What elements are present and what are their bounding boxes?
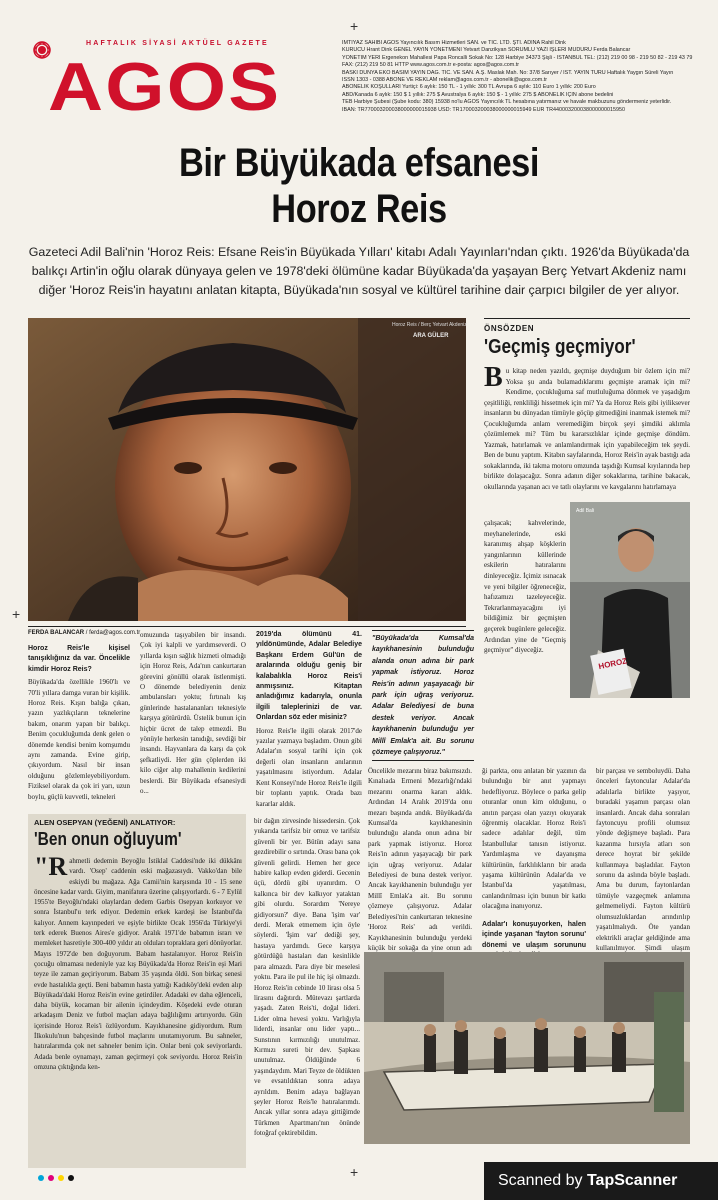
onsoz-lead-text: u kitap neden yazıldı, geçmişe duyduğum bir özlem için mi? Yoksa şu anda bulamadıklarımı geçmişte aramak için mi? Kendime, çocukluğuma saf mutluluğuma dönmek ve yaşadığım çeşitliliği, renkliliği hissetmek için mi? Ya da Horoz Reis gibi iyiliksever insanların bu dünyadan tümüyle göçüp gitmediğini inanmak istemek mi? Çocukluğumda anlam veremediğim birçok şeyi şimdiki aklımla çözümlemek mi? Tüm bu kararsızlıklar içinde geçmişe döndüm. Yazmak, hatırlamak ve anlamlandırmak için yapabileceğim tek şeydi. Ben de bunu yaptım. xyxy=(484,367,690,459)
tagline: HAFTALIK SİYASİ AKTÜEL GAZETE xyxy=(86,40,269,47)
photo-caption: Horoz Reis / Berç Yetvart Akdeniz xyxy=(392,322,467,328)
interview-column: omuzunda taşıyabilen bir insandı. Çok iyi kalpli ve yardımseverdi. O yıllarda kışın sağlık hizmeti olmadığı için Horoz Reis, Ada'nın cankurtaran görevini gönüllü olarak üstlenmişti. O dönemde belediyenin deniz ambulansları yoktu; fırtınalı kış günlerinde hastalananları teknesiyle karşıya götürürdü. Üstelik bunun için hiçbir ücret de talep etmezdi. Bu yönüyle herkesin tanıdığı, sevdiği bir insandı. Hayvanlara da karşı da çok şefkatliydi. Her gün çöplerden iki kilo ciğer alıp mahallenin kedilerini beslerdi. Bir Büyükada efsanesiydi o... xyxy=(140,631,246,796)
imprint-box xyxy=(342,40,702,114)
boat-photo xyxy=(364,952,690,1144)
magenta-dot-icon xyxy=(48,1175,54,1181)
byline-email: ferda@agos.com.tr xyxy=(89,630,141,636)
scanner-brand: TapScanner xyxy=(586,1172,678,1189)
divider xyxy=(484,318,690,319)
divider xyxy=(28,626,466,627)
headline-line2: Horoz Reis xyxy=(271,187,447,231)
crop-mark: + xyxy=(350,1164,359,1180)
interview-answer: Horoz Reis'le ilgili olarak 2017'de yazılar yazmaya başladım. Onun gibi Adalar'ın sosyal tarihi için çok değerli olan insanların anılarının yaşatılmasını istiyordum. Adalar Kent Konseyi'nde Horoz Reis'le ilgili bir toplantı yaptık. Orada bazı kararlar aldık. xyxy=(256,726,362,808)
scanner-prefix: Scanned by xyxy=(498,1172,583,1189)
drop-cap: B xyxy=(484,362,503,393)
scanner-watermark xyxy=(484,1162,718,1200)
onsoz-lead-text-2: Kitabın sayfalarında, Horoz Reis'in ayak bastığı ada sokaklarında, iki takma motoru omzunda taşıdığı Kumsal kıyılarında hep birlikte dolaşacağız. Sonra adanın diğer sokaklarına, tarihine bakacak, okullarında yaşanan acı ve tatlı olaylarını ve kavgalarını hatırlamaya xyxy=(484,451,691,491)
horoz-reis-photo xyxy=(28,318,466,621)
onsoz-body: çalışacak; kahvelerinde, meyhanelerinde, eski karanımış ahşap köşklerin yangınlarının küllerinde eskilerin hatıralarını dinleyeceğiz. İçimiz ısınacak ve yeni bilgiler öğreneceğiz, hafızamızı tazeleyeceğiz. Tekrarlanmayacağını iyi bildiğimiz bir geçmişten geçerek bugünlere geleceğiz. Ardından yine de "Geçmiş geçmiyor" diyeceğiz. xyxy=(484,519,566,655)
boat-illustration xyxy=(364,952,690,1144)
article-text: ği parkta, onu anlatan bir yazının da bulunduğu bir anıt yapmayı hedefliyoruz. Böylece o parka gelip oturanlar onun kim olduğunu, o anıtın parçası olan yazıyı okuyarak öğrenmiş olacaklar. Horoz Reis'i sadece adalılar değil, tüm İstanbullular tanısın istiyoruz. Yardımlaşma ve dayanışma kültürünün, farklılıkların bir arada yaşama kültürünün Adalar'da ve İstanbul'da yaşatılması, canlandırılması için bunun bir katkı olacağına inanıyoruz. xyxy=(482,767,586,911)
onsoz-lead xyxy=(484,362,691,492)
yellow-dot-icon xyxy=(58,1175,64,1181)
sidebar-kicker: ALEN OSEPYAN (YEĞENİ) ANLATIYOR: xyxy=(34,818,176,827)
headline-line1: Bir Büyükada efsanesi xyxy=(179,141,539,185)
author-illustration xyxy=(570,502,690,698)
imprint-line: BASKI DÜNYA EKO BASIM YAYIN DAĞ. TİC. VE SAN. A.Ş. Maslak Mah. No: 37/8 Sarıyer / İST. YAYIN TÜRÜ Haftalık Yaygın Süreli Yayın xyxy=(342,69,674,76)
photo-credit: ARA GÜLER xyxy=(413,333,449,339)
imprint-line: IBAN: TR770003200038000000015938 USD: TR170003200038000000015949 EUR TR440003200038000000015950 xyxy=(342,106,625,113)
imprint-line: KURUCU Hrant Dink GENEL YAYIN YÖNETMENİ Yetvart Danzikyan SORUMLU YAZI İŞLERİ MÜDÜRÜ Ferda Balancar xyxy=(342,47,631,54)
deck: Gazeteci Adil Bali'nin 'Horoz Reis: Efsane Reis'in Büyükada Yılları' kitabı Adalı Yayınları'ndan çıktı. 1926'da Büyükada'da balıkçı Artin'in oğlu olarak dünyaya gelen ve 1978'deki ölümüne kadar Büyükada'da yaşayan Berç Yetvart Akdeniz namı diğer 'Horoz Reis'in hayatını anlatan kitapta, Büyükada'nın sosyal ve kültürel tarihine dair çarpıcı bilgiler de yer alıyor. xyxy=(28,245,690,297)
cyan-dot-icon xyxy=(38,1175,44,1181)
article-column xyxy=(482,766,586,974)
headline xyxy=(50,140,667,232)
adil-bali-photo xyxy=(570,502,690,698)
onsoz-title: 'Geçmiş geçmiyor' xyxy=(484,336,636,358)
sidebar-text xyxy=(34,852,242,1072)
imprint-line: FAX: (212) 219 50 81 HTTP www.agos.com.tr e-posta: agos@agos.com.tr xyxy=(342,62,520,69)
black-dot-icon xyxy=(68,1175,74,1181)
interview-answer: Büyükada'da özellikle 1960'lı ve 70'li yıllara damga vuran bir kişilik. Horoz Reis. Kışın balığa çıkan, yazın yazlıkçıların teknelerine bakım, onarım yapan bir balıkçı. Benim çocukluğumda denk gelen o dönemde kendisi benim komşumdu aynı zamanda. Evine girip, çıkıyordum. Nasıl bir insan olduğunu gözlemleyebiliyordum. Fiziksel olarak da çok iri yarı, uzun boylu, güçlü kuvvetli, tekneleri xyxy=(28,678,130,801)
imprint-line: TEB Harbiye Şubesi (Şube kodu: 380) 15938 no'lu AGOS Yayıncılık TL hesabına yatırmanız ve havale makbuzunu göndermeniz yeterlidir. xyxy=(342,99,672,106)
crop-mark: + xyxy=(350,18,359,34)
drop-cap: "R xyxy=(34,852,68,881)
interview-column xyxy=(256,630,362,809)
imprint-line: ABONELİK KOŞULLARI Yurtiçi: 6 aylık: 150 TL - 1 yıllık: 300 TL Avrupa 6 aylık: 110 Euro 1 yıllık: 200 Euro xyxy=(342,84,596,91)
interview-question: Horoz Reis'le kişisel tanışıklığınız da var. Öncelikle kimdir Horoz Reis? xyxy=(28,645,130,673)
interview-question: Adalar'ı konuşuyorken, halen içinde yaşanan 'fayton sorunu' dönemi ve ulaşım sorununu xyxy=(482,920,586,949)
logo-wordmark: AGOS xyxy=(48,49,282,125)
imprint-line: ISSN 1303 - 0388 ABONE VE REKLAM reklam@agos.com.tr - abonelik@agos.com.tr xyxy=(342,77,548,84)
photo-credit: Adil Bali xyxy=(576,508,595,514)
pull-quote-text: "Büyükada'da Kumsal'da kayıkhanesinin bulunduğu alanda onun adına bir park yapmak istiyoruz. Horoz Reis'in adının yaşayacağı bir park için uğraş veriyoruz. Adalar Belediyesi de buna destek veriyor. Ancak kayıkhanenin bulunduğu yer Millî Emlak'a ait. Bu sorunu çözmeye çalışıyoruz." xyxy=(372,635,474,757)
byline-author: FERDA BALANCAR xyxy=(28,630,85,636)
imprint-line: ABD/Kanada 6 aylık: 150 $ 1 yıllık: 275 $ Avustralya 6 aylık: 150 $ - 1 yıllık: 275 $ ABONELİK İÇİN abone bedelini xyxy=(342,91,614,98)
pull-quote xyxy=(372,630,474,761)
portrait-illustration xyxy=(28,318,466,621)
onsoz-kicker: ÖNSÖZDEN xyxy=(484,324,535,333)
article-column: Öncelikle mezarını biraz bakımsızdı. Kınalıada Ermeni Mezarlığı'ndaki mezarını onarma kararı aldık. Ardından 14 Aralık 2019'da onu mezarı başında andık. Büyükada'da Kumsal'da kayıkhanesinin bulunduğu alanda onun adına bir park yapmak istiyoruz. Horoz Reis'in adının yaşayacağı bir park için uğraş veriyoruz. Adalar Belediyesi de buna destek veriyor. Ancak kayıkhanenin bulunduğu yer Millî Emlak'a ait. Bu sorunu çözmeye çalışıyoruz. Adalar Belediyesi'nin cankurtaran teknesine 'Horoz Reis' adı verildi. Kayıkhanesinin bulunduğu yerdeki küçük bir sokağa da yine onun adı xyxy=(368,767,472,952)
imprint-line: İMTİYAZ SAHİBİ AGOS Yayıncılık Basım Hizmetleri SAN. ve TİC. LTD. ŞTİ. ADINA Rahil Dink xyxy=(342,40,566,46)
interview-column xyxy=(28,644,130,802)
sidebar-body: ahmetli dedemin Beyoğlu İstiklal Caddesi'nde iki dükkânı vardı. 'Osep' caddenin eski mağazasıydı. Vakko'dan bile eskiydi bu mağaza. Ağa Camii'nin karşısında 10 - 15 sene öncesine kadar vardı. Giyim, manifatura üzerine çalışıyorlardı. 6 - 7 Eylül 1955'te Beyoğlu'ndaki olaylardan dedem Garbis Osepyan korkuyor ve sonra İstanbul'u terk ediyor. Dedemin erkek kardeşi ise İstanbul'da kalıyor. Annem kayınpederi ve eşiyle birlikte Ocak 1956'da Türkiye'yi terk ederek Buenos Aires'e gidiyor. Aralık 1971'de babamın israrı ve memleket hasretiyle 300-400 yıldır atı olduları topraklara geri dönüyorlar. Mayıs 1972'de ben doğuyorum. Babam hastalanıyor. Horoz Reis'in çocuğu olmaması nedeniyle yaz kış Büyükada'da Horoz Reis'in eşi Mari teyze ile zaman geçiriyorum. Babam 35 yaşında öldü. Son birkaç senesi evde hastalıkla geçti. Beni babamın hasta yattığı Kadıköy'deki evden alıp Büyükada'daki Horoz Reis'in evine getirdiler. Adadaki ev daha eğlenceli, daha büyük, kocaman bir ailenin içindeydim. Köşedeki evde oturan arkadaşım Deniz ve futbol maçları adaya bağlılığımı artırıyordu. Gün içerisinde Horoz Reis'i özlüyordum. Kayıkhanesine gidiyordum. Rum İlkokulu'nun bahçesinde futbol maçlarını unutamıyorum. Bu sahneler, hatıralarımda çok net sahneler benim için. Onlar beni çok seviyorlardı. Adada benle oynamayı, zaman geçirmeyi çok seviyordu. Horoz Reis'in omzuna çıktığında ken- xyxy=(34,857,242,1071)
interview-question: 2019'da ölümünü 41. yıldönümünde, Adalar Belediye Başkanı Erdem Gül'ün de aralarında olduğu geniş bir kalabalıkla Horoz Reis'i anmışsınız. Kitaptan anladığımız kadarıyla, onunla ilgili taleplerinizi de var. Onlardan söz eder misiniz? xyxy=(256,631,362,722)
article-column: bir parçası ve semboluydü. Daha önceleri faytoncular Adalar'da adalılarla birlikte yaşıyor, buradaki yaşamın parçası olan insanlardı. Ancak daha sonraları faytoncuyu profili olumsuz yönde değişmeye başladı. Para kazanma hırsıyla atları son derece hoyrat bir şekilde kullanmaya başladılar. Fayton sorunu da aslında böyle başladı. Ama bu durum, faytonlardan tümüyle vazgeçmek anlamına gelmemeliydi. Fayton kültürü olumsuzluklardan arındırılıp yaşatılmalıydı. Öte yandan elektrikli araçlar geldiğinde ama kullanılmıyor. Şimdi ulaşım xyxy=(596,767,690,952)
crop-mark: + xyxy=(12,606,21,622)
byline: FERDA BALANCAR / ferda@agos.com.tr xyxy=(28,630,141,636)
registration-dots xyxy=(38,1168,78,1186)
svg-text:HOROZ: HOROZ xyxy=(597,656,628,672)
masthead xyxy=(28,30,328,130)
sidebar-title: 'Ben onun oğluyum' xyxy=(34,829,182,849)
article-column: bir dağın zirvesinde hissedersin. Çok yukarıda tarifsiz bir omuz ve tarifsiz güvenli bir yer. Bütün adayı sana gezdirebilir o sırtında. Orası bana çok güvenli gelirdi. Hemen her gece habire kalkıp evden giderdi. Gecenin üçü, dördü gibi uyanırdım. O kalkınca bir dev kalkıyor yataktan gibi olurdu. Sorardım 'Nereye gidiyorsun?' diye. Bana 'işim var' derdi. Merak etmemem için öyle söylerdi. 'İşim var' dediği şey, hastaya yardımdı. Gece karşıya götürdüğü hastaları dan kesinlikle para almazdı. Para diye bir meselesi yoktu. Para ile pul ile hiç işi olmazdı. Horoz Reis'in cebinde 10 lirası olsa 5 lirasını dağıtırdı. Mütevazı şartlarda yaşadı. Zaten Reis'ti, doğal lideri. Lider olma hevesi yoktu. Varlığıyla liderdi, insanlar onu lider yaptı... Sunstının kırmızılığı unutulmaz. Kırmızı sureti bir dev. Şapkası unutulmaz. Öldüğünde 6 yaşındaydım. Mari Teyze de öldükten ve evsatıldıktan sonra adaya ayrıldım. Benim adaya bağlayan şeyler Horoz Reis'le hatıralarımdı. Ancak yıllar sonra adaya gittiğimde Türkmen Apartmanı'nın önünde fotoğraf çektirebildim. xyxy=(254,817,360,1138)
imprint-line: YÖNETİM YERİ Ergenekon Mahallesi Papa Roncalli Sokak No: 128 Harbiye 34373 Şişli - İSTANBUL TEL: (212) 219 00 98 - 219 50 82 - 219 43 79 xyxy=(342,54,693,61)
